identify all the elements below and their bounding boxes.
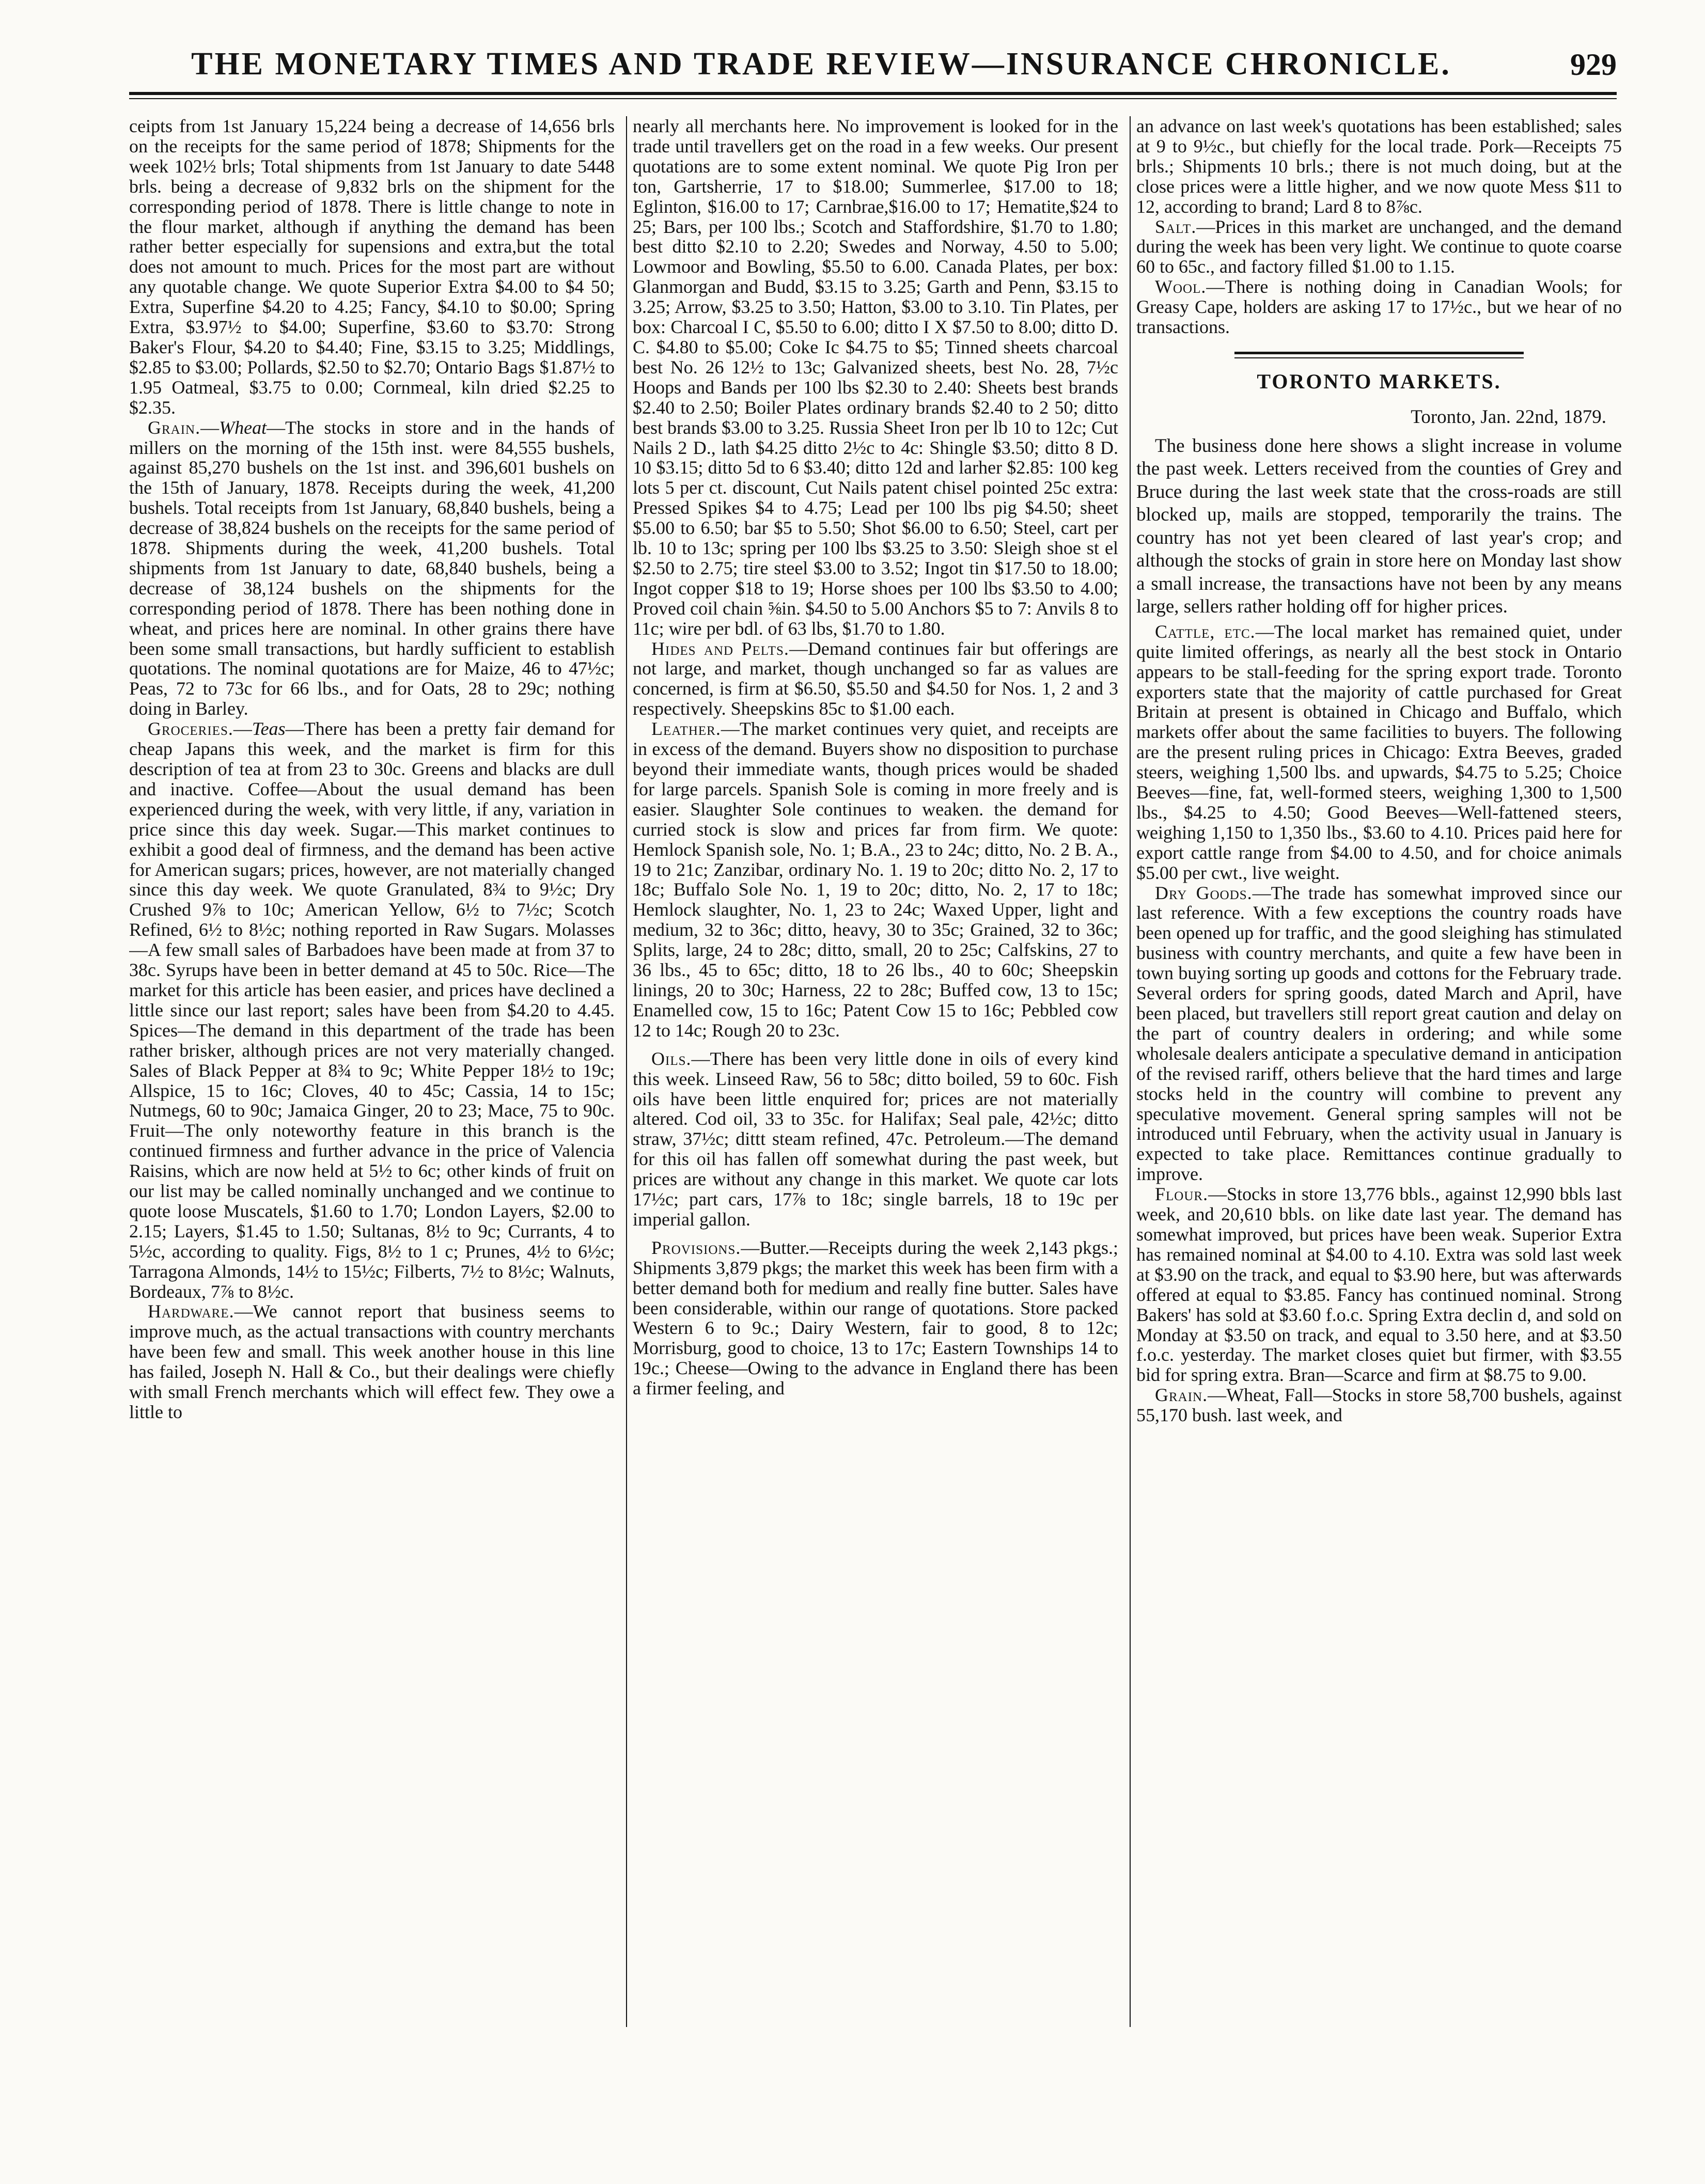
cattle-section: [1136, 622, 1622, 883]
section-head: Hides and Pelts.: [651, 638, 789, 659]
section-head: Grain.: [148, 417, 201, 438]
toronto-markets-heading: TORONTO MARKETS.: [1257, 369, 1501, 393]
section-head: Provisions.: [651, 1237, 741, 1258]
column-divider: [626, 116, 627, 2027]
header-rule-thin: [129, 98, 1617, 99]
section-head: Oils.: [651, 1048, 692, 1069]
flour-section: [1136, 1184, 1622, 1385]
section-head: Leather.: [651, 718, 721, 740]
section-body: —Butter.—Receipts during the week 2,143 pkgs.; Shipments 3,879 pkgs; the market this week has been firm with a better demand both for medium and really fine butter. Sales have been considerable, within our range of quotations. Store packed Western 6 to 9c.; Dairy Western, fair to good, 8 to 12c; Morrisburg, good to choice, 13 to 17c; Eastern Townships 14 to 19c.; Cheese—Owing to the advance in England there has been a firmer feeling, and: [633, 1237, 1118, 1399]
oils-section: [633, 1049, 1118, 1230]
section-body: —Wheat, Fall—Stocks in store 58,700 bushels, against 55,170 bush. last week, and: [1136, 1385, 1622, 1426]
columns: [129, 116, 1622, 2027]
section-body: —We cannot report that business seems to improve much, as the actual transactions with country merchants have been few and small. This week another house in this line has failed, Joseph N. Hall & Co., but their dealings were chiefly with small French merchants which will effect few. They owe a little to: [129, 1301, 615, 1422]
section-head: Wool.: [1155, 276, 1207, 297]
hardware-section: [129, 1301, 615, 1422]
dry-goods-section: [1136, 883, 1622, 1185]
leather-section: [633, 719, 1118, 1041]
grain-section: [1136, 1385, 1622, 1425]
section-body: —The market continues very quiet, and receipts are in excess of the demand. Buyers show no disposition to purchase beyond their immediate wants, though prices would be shaded for large parcels. Spanish Sole is coming in more freely and is easier. Slaughter Sole continues to weaken. the demand for curried stock is slow and prices far from firm. We quote: Hemlock Spanish sole, No. 1; B.A., 23 to 24c; ditto, No. 2 B. A., 19 to 21c; Zanzibar, ordinary No. 1. 19 to 20c; ditto No. 2, 17 to 18c; Buffalo Sole No. 1, 19 to 20c; ditto, No. 2, 17 to 18c; Hemlock slaughter, No. 1, 23 to 24c; Waxed Upper, light and medium, 32 to 36c; ditto, heavy, 30 to 35c; Grained, 32 to 36c; Splits, large, 24 to 28c; ditto, small, 20 to 25c; Calfskins, 27 to 36 lbs., 45 to 65c; ditto, 18 to 26 lbs., 40 to 60c; Sheepskin linings, 20 to 30c; Harness, 22 to 28c; Buffed cow, 13 to 15c; Enamelled cow, 15 to 16c; Patent Cow 15 to 16c; Pebbled cow 12 to 14c; Rough 20 to 23c.: [633, 718, 1118, 1041]
groceries-section: Groceries.—Teas—There has been a pretty fair demand for cheap Japans this week, and the market is firm for this description of tea at from 23 to 30c. Greens and blacks are dull and inactive. Coffee—About the usual demand has been experienced during the week, with very little, if any, variation in price since this day week. Sugar.—This market continues to exhibit a good deal of firmness, and the demand has been active for American sugars; prices, however, are not materially changed since this day week. We quote Granulated, 8¾ to 9½c; Dry Crushed 9⅞ to 10c; American Yellow, 6½ to 7½c; Scotch Refined, 6½ to 8½c; nothing reported in Raw Sugars. Molasses—A few small sales of Barbadoes have been made at from 37 to 38c. Syrups have been in better demand at 45 to 50c. Rice—The market for this article has been easier, and prices have declined a little since our last report; sales have been from $4.20 to 4.45. Spices—The demand in this department of the trade has been rather brisker, although prices are not very materially changed. Sales of Black Pepper at 8¾ to 9c; White Pepper 18½ to 19c; Allspice, 15 to 16c; Cloves, 40 to 45c; Cassia, 14 to 15c; Nutmegs, 60 to 90c; Jamaica Ginger, 20 to 23; Mace, 75 to 90c. Fruit—The only noteworthy feature in this branch is the continued firmness and further advance in the price of Valencia Raisins, which are now held at 5½ to 6c; other kinds of fruit on our list may be called nominally unchanged and we continue to quote loose Muscatels, $1.60 to 1.70; London Layers, $2.00 to 2.15; Layers, $1.45 to 1.50; Sultanas, 8½ to 9c; Currants, 4 to 5½c, according to quality. Figs, 8½ to 1 c; Prunes, 4½ to 6½c; Tarragona Almonds, 14½ to 15½c; Filberts, 7½ to 8½c; Walnuts, Bordeaux, 7⅞ to 8½c.: [129, 718, 615, 1302]
hides-section: [633, 639, 1118, 719]
section-head: Dry Goods.: [1155, 882, 1253, 903]
subsection-head: Wheat: [219, 417, 267, 438]
column-1: [129, 116, 615, 2027]
provisions-section: [633, 1238, 1118, 1399]
provisions-continued: an advance on last week's quotations has been established; sales at 9 to 9½c., but chiefly for the local trade. Pork—Receipts 75 brls.; Shipments 10 brls.; there is not much doing, but at the close prices were a little higher, and we now quote Mess $11 to 12, according to brand; Lard 8 to 8⅞c.: [1136, 116, 1622, 217]
section-head: Flour.: [1155, 1184, 1209, 1205]
column-divider: [1130, 116, 1131, 2027]
section-head: Salt.: [1155, 216, 1197, 237]
section-body: —The local market has remained quiet, under quite limited offerings, as nearly all the best stock in Ontario appears to be stall-feeding for the spring export trade. Toronto exporters state that the majority of cattle purchased for Great Britain at present is obtained in Chicago and Buffalo, which markets offer about the same facilities to buyers. The following are the present ruling prices in Chicago: Extra Beeves, graded steers, weighing 1,500 lbs. and upwards, $4.75 to 5.25; Choice Beeves—fine, fat, well-formed steers, weighing 1,300 to 1,500 lbs., $4.25 to 4.50; Good Beeves—Well-fattened steers, weighing 1,150 to 1,350 lbs., $3.60 to 4.10. Prices paid here for export cattle range from $4.00 to 4.50, and for choice animals $5.00 per cwt., live weight.: [1136, 621, 1622, 883]
section-body: —There is nothing doing in Canadian Wools; for Greasy Cape, holders are asking 17 to 17½c., but we hear of no transactions.: [1136, 276, 1622, 338]
section-head: Grain.: [1155, 1385, 1208, 1406]
column-2: [633, 116, 1118, 2027]
section-body: —Prices in this market are unchanged, and the demand during the week has been very light. We continue to quote coarse 60 to 65c., and factory filled $1.00 to 1.15.: [1136, 216, 1622, 277]
toronto-intro: The business done here shows a slight increase in volume the past week. Letters received from the counties of Grey and Bruce during the last week state that the cross-roads are still blocked up, mails are stopped, temporarily the trains. The country has not yet been cleared of last year's crop; and although the stocks of grain in store here on Monday last show a small increase, the transactions have not been by any means large, sellers rather holding off for higher prices.: [1136, 435, 1622, 618]
column-3: [1136, 116, 1622, 2027]
section-head: Groceries.: [148, 718, 233, 740]
dateline: Toronto, Jan. 22nd, 1879.: [1411, 406, 1606, 428]
section-body: —Demand continues fair but offerings are not large, and market, though unchanged so far as values are concerned, is firm at $6.50, $5.50 and $4.50 for Nos. 1, 2 and 3 respectively. Sheepskins 85c to $1.00 each.: [633, 638, 1118, 719]
section-head: Cattle, etc.: [1155, 621, 1256, 642]
page-number: 929: [1570, 48, 1617, 82]
section-body: —There has been very little done in oils of every kind this week. Linseed Raw, 56 to 58c; ditto boiled, 59 to 60c. Fish oils have been little enquired for; prices are not materially altered. Cod oil, 33 to 35c. for Halifax; Seal pale, 42½c; ditto straw, 37½c; dittt steam refined, 47c. Petroleum.—The demand for this oil has fallen off somewhat during the past week, but prices are without any change in this market. We quote car lots 17½c; part cars, 17⅞ to 18c; single barrels, 18 to 19c per imperial gallon.: [633, 1048, 1118, 1230]
section-divider: [1234, 352, 1524, 358]
section-head: Hardware.: [148, 1301, 234, 1322]
running-title: THE MONETARY TIMES AND TRADE REVIEW—INSURANCE CHRONICLE.: [191, 46, 1451, 82]
section-body: —The stocks in store and in the hands of millers on the morning of the 15th inst. were 84,555 bushels, against 85,270 bushels on the 1st inst. and 396,601 bushels on the 15th of January, 1878. Receipts during the week, 41,200 bushels. Total receipts from 1st January, 68,840 bushels, being a decrease of 38,824 bushels on the receipts for the same period of 1878. Shipments during the week, 41,200 bushels. Total shipments from 1st January to date, 68,840 bushels, being a decrease of 38,124 bushels on the shipments for the corresponding period of 1878. There has been nothing done in wheat, and prices here are nominal. In other grains there have been some small transactions, but hardly sufficient to establish quotations. The nominal quotations are for Maize, 46 to 47½c; Peas, 72 to 73c for 66 lbs., and for Oats, 28 to 29c; nothing doing in Barley.: [129, 417, 615, 719]
hardware-continued: nearly all merchants here. No improvement is looked for in the trade until travellers get on the road in a few weeks. Our present quotations are to some extent nominal. We quote Pig Iron per ton, Gartsherrie, 17 to $18.00; Summerlee, $17.00 to 18; Eglinton, $16.00 to 17; Carnbrae,$16.00 to 17; Hematite,$24 to 25; Bars, per 100 lbs.; Scotch and Staffordshire, $1.70 to 1.80; best ditto $2.10 to 2.20; Swedes and Norway, 4.50 to 5.00; Lowmoor and Bowling, $5.50 to 6.00. Canada Plates, per box: Glanmorgan and Budd, $3.15 to 3.25; Garth and Penn, $3.15 to 3.25; Arrow, $3.25 to 3.50; Hatton, $3.00 to 3.10. Tin Plates, per box: Charcoal I C, $5.50 to 6.00; ditto I X $7.50 to 8.00; ditto D. C. $4.80 to $5.00; Coke Ic $4.75 to $5; Tinned sheets charcoal best No. 26 12½ to 13c; Galvanized sheets, best No. 28, 7½c Hoops and Bands per 100 lbs $2.30 to 2.40: Sheets best brands $2.40 to 2.50; Boiler Plates ordinary brands $2.40 to 2 50; ditto best brands $3.00 to 3.25. Russia Sheet Iron per lb 10 to 12c; Cut Nails 2 D., lath $4.25 ditto 2½c to 4c: Shingle $3.50; ditto 8 D. 10 $3.15; ditto 5d to 6 $3.40; ditto 12d and larher $2.85: 100 keg lots 5 per ct. discount, Cut Nails patent chisel pointed 25c extra: Pressed Spikes $4 to 4.75; Lead per 100 lbs pig $4.50; sheet $5.00 to 6.50; bar $5 to 5.50; Shot $6.00 to 6.50; Steel, cart per lb. 10 to 13c; spring per 100 lbs $3.25 to 3.50: Sleigh shoe st el $2.50 to 2.75; tire steel $3.00 to 3.52; Ingot tin $17.50 to 18.00; Ingot copper $18 to 19; Horse shoes per 100 lbs $3.50 to 4.00; Proved coil chain ⅝in. $4.50 to 5.00 Anchors $5 to 7: Anvils 8 to 11c; wire per bdl. of 63 lbs, $1.70 to 1.80.: [633, 116, 1118, 639]
salt-section: [1136, 217, 1622, 277]
wool-section: [1136, 277, 1622, 337]
subsection-head: Teas: [252, 718, 286, 740]
section-body: —There has been a pretty fair demand for cheap Japans this week, and the market is firm for this description of tea at from 23 to 30c. Greens and blacks are dull and inactive. Coffee—About the usual demand has been experienced during the week, with very little, if any, variation in price since this day week. Sugar.—This market continues to exhibit a good deal of firmness, and the demand has been active for American sugars; prices, however, are not materially changed since this day week. We quote Granulated, 8¾ to 9½c; Dry Crushed 9⅞ to 10c; American Yellow, 6½ to 7½c; Scotch Refined, 6½ to 8½c; nothing reported in Raw Sugars. Molasses—A few small sales of Barbadoes have been made at from 37 to 38c. Syrups have been in better demand at 45 to 50c. Rice—The market for this article has been easier, and prices have declined a little since our last report; sales have been from $4.20 to 4.45. Spices—The demand in this department of the trade has been rather brisker, although prices are not very materially changed. Sales of Black Pepper at 8¾ to 9c; White Pepper 18½ to 19c; Allspice, 15 to 16c; Cloves, 40 to 45c; Cassia, 14 to 15c; Nutmegs, 60 to 90c; Jamaica Ginger, 20 to 23; Mace, 75 to 90c. Fruit—The only noteworthy feature in this branch is the continued firmness and further advance in the price of Valencia Raisins, which are now held at 5½ to 6c; other kinds of fruit on our list may be called nominally unchanged and we continue to quote loose Muscatels, $1.60 to 1.70; London Layers, $2.00 to 2.15; Layers, $1.45 to 1.50; Sultanas, 8½ to 9c; Currants, 4 to 5½c, according to quality. Figs, 8½ to 1 c; Prunes, 4½ to 6½c; Tarragona Almonds, 14½ to 15½c; Filberts, 7½ to 8½c; Walnuts, Bordeaux, 7⅞ to 8½c.: [129, 718, 615, 1302]
page-header: [129, 36, 1617, 83]
grain-section: Grain.—Wheat—The stocks in store and in the hands of millers on the morning of the 15th inst. were 84,555 bushels, against 85,270 bushels on the 1st inst. and 396,601 bushels on the 15th of January, 1878. Receipts during the week, 41,200 bushels. Total receipts from 1st January, 68,840 bushels, being a decrease of 38,824 bushels on the receipts for the same period of 1878. Shipments during the week, 41,200 bushels. Total shipments from 1st January to date, 68,840 bushels, being a decrease of 38,124 bushels on the shipments for the corresponding period of 1878. There has been nothing done in wheat, and prices here are nominal. In other grains there have been some small transactions, but hardly sufficient to establish quotations. The nominal quotations are for Maize, 46 to 47½c; Peas, 72 to 73c for 66 lbs., and for Oats, 28 to 29c; nothing doing in Barley.: [129, 417, 615, 719]
header-rule: [129, 92, 1617, 95]
section-body: —Stocks in store 13,776 bbls., against 12,990 bbls last week, and 20,610 bbls. on like date last year. The demand has somewhat improved, but prices have been weak. Superior Extra has remained nominal at $4.00 to 4.10. Extra was sold last week at $3.90 on the track, and equal to $3.90 here, but was afterwards offered at equal to $3.85. Fancy has continued nominal. Strong Bakers' has sold at $3.60 f.o.c. Spring Extra declin d, and sold on Monday at $3.50 on track, and equal to 3.50 here, and at $3.50 f.o.c. yesterday. The market closes quiet but firmer, with $3.55 bid for spring extra. Bran—Scarce and firm at $8.75 to 9.00.: [1136, 1184, 1622, 1386]
flour-continued: ceipts from 1st January 15,224 being a decrease of 14,656 brls on the receipts for the same period of 1878; Shipments for the week 102½ brls; Total shipments from 1st January to date 5448 brls. being a decrease of 9,832 brls on the shipment for the corresponding period of 1878. There is little change to note in the flour market, although if anything the demand has been rather better especially for supensions and extra,but the total does not amount to much. Prices for the most part are without any quotable change. We quote Superior Extra $4.00 to $4 50; Extra, Superfine $4.20 to 4.25; Fancy, $4.10 to $0.00; Spring Extra, $3.97½ to $4.00; Superfine, $3.60 to $3.70: Strong Baker's Flour, $4.20 to $4.40; Fine, $3.15 to 3.25; Middlings, $2.85 to $3.00; Pollards, $2.50 to $2.70; Ontario Bags $1.87½ to 1.95 Oatmeal, $3.75 to 0.00; Cornmeal, kiln dried $2.25 to $2.35.: [129, 116, 615, 418]
section-body: —The trade has somewhat improved since our last reference. With a few exceptions the country roads have been opened up for traffic, and the good sleighing has stimulated business with country merchants, and quite a few have been in town buying sorting up goods and cottons for the February trade. Several orders for spring goods, dated March and April, have been placed, but travellers still report great caution and delay on the part of country dealers in ordering; and while some wholesale dealers anticipate a speculative demand in anticipation of the revised rariff, others believe that the hard times and large stocks held in the country will combine to prevent any speculative movement. General spring samples will not be introduced until February, when the activity usual in January is expected to take place. Remittances continue gradually to improve.: [1136, 882, 1622, 1185]
